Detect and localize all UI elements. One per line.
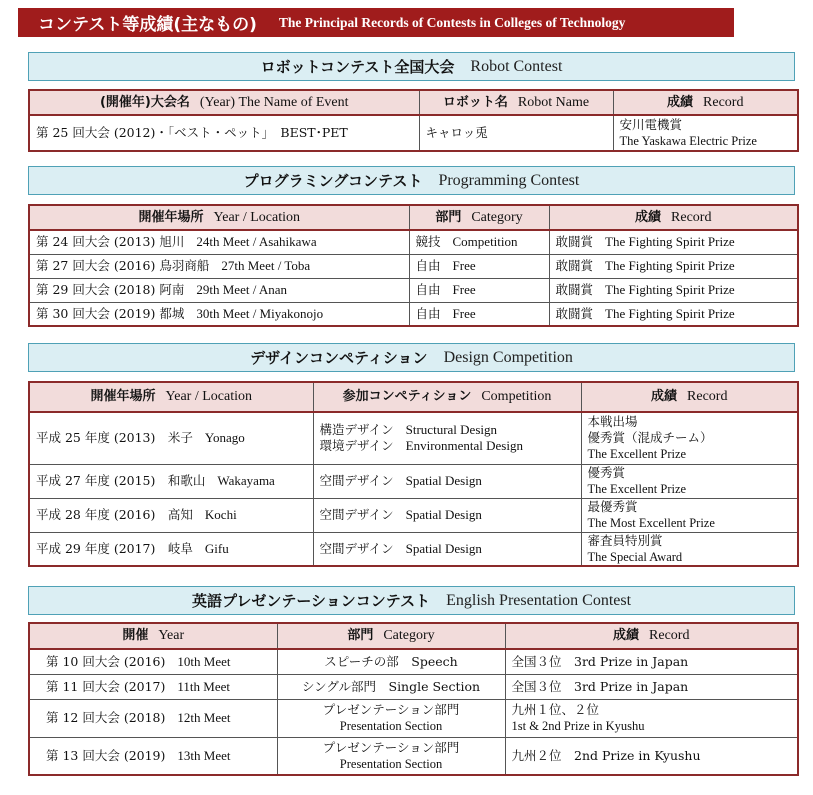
english-col-category: 部門 Category [277, 623, 505, 649]
banner-title-jp: コンテスト等成績(主なもの) [38, 15, 257, 35]
robot-title-jp: ロボットコンテスト全国大会 [260, 58, 455, 76]
table-row: 平成 25 年度 (2013) 米子 Yonago 構造デザイン Structural Design 環境デザイン Environmental Design 本戦出場 優秀賞（混成チーム） The Excellent Prize [29, 412, 798, 464]
robot-col-event: (開催年)大会名 (Year) The Name of Event [29, 90, 419, 115]
table-row [29, 115, 798, 151]
table-row: 平成 29 年度 (2017) 岐阜 Gifu 空間デザイン Spatial Design 審査員特別賞 The Special Award [29, 532, 798, 566]
table-row: 第 13 回大会 (2019) 13th Meet プレゼンテーション部門 Presentation Section 九州２位 2nd Prize in Kyushu [29, 737, 798, 775]
english-col-record: 成績 Record [505, 623, 798, 649]
record-cell: 安川電機賞 The Yaskawa Electric Prize [613, 115, 798, 151]
programming-header-row [29, 205, 798, 230]
programming-table [28, 204, 799, 327]
banner-title-en: The Principal Records of Contests in Colleges of Technology [278, 14, 626, 30]
programming-col-record: 成績 Record [549, 205, 798, 230]
robot-name-cell: キャロッ兎 [419, 115, 613, 151]
programming-title-jp: プログラミングコンテスト [243, 172, 423, 190]
design-col-competition: 参加コンペティション Competition [313, 382, 581, 412]
design-title-jp: デザインコンペティション [250, 349, 428, 367]
table-row: 第 11 回大会 (2017) 11th Meet シングル部門 Single Section 全国３位 3rd Prize in Japan [29, 674, 798, 699]
robot-title-en: Robot Contest [470, 57, 563, 75]
programming-section-header [28, 166, 795, 195]
event-cell: 第 25 回大会 (2012)・「ベスト・ペット」 BEST･PET [29, 115, 419, 151]
table-row: 第 29 回大会 (2018) 阿南 29th Meet / Anan 自由 Free 敢闘賞 The Fighting Spirit Prize [29, 278, 798, 302]
programming-col-category: 部門 Category [409, 205, 549, 230]
page-banner [18, 8, 734, 37]
robot-header-row [29, 90, 798, 115]
design-title-en: Design Competition [443, 348, 573, 366]
robot-col-record: 成績 Record [613, 90, 798, 115]
table-row: 平成 27 年度 (2015) 和歌山 Wakayama 空間デザイン Spatial Design 優秀賞 The Excellent Prize [29, 464, 798, 498]
design-col-year: 開催年場所 Year / Location [29, 382, 313, 412]
table-row: 平成 28 年度 (2016) 高知 Kochi 空間デザイン Spatial Design 最優秀賞 The Most Excellent Prize [29, 498, 798, 532]
english-col-year: 開催 Year [29, 623, 277, 649]
programming-title-en: Programming Contest [438, 171, 580, 189]
english-title-jp: 英語プレゼンテーションコンテスト [191, 592, 431, 610]
design-header-row [29, 382, 798, 412]
robot-table [28, 89, 799, 152]
table-row: 第 27 回大会 (2016) 鳥羽商船 27th Meet / Toba 自由 Free 敢闘賞 The Fighting Spirit Prize [29, 254, 798, 278]
robot-section-header [28, 52, 795, 81]
english-section-header [28, 586, 795, 615]
table-row: 第 24 回大会 (2013) 旭川 24th Meet / Asahikawa 競技 Competition 敢闘賞 The Fighting Spirit Prize [29, 230, 798, 254]
design-table [28, 381, 799, 567]
robot-col-name: ロボット名 Robot Name [419, 90, 613, 115]
programming-col-year: 開催年場所 Year / Location [29, 205, 409, 230]
design-section-header [28, 343, 795, 372]
table-row: 第 10 回大会 (2016) 10th Meet スピーチの部 Speech 全国３位 3rd Prize in Japan [29, 649, 798, 674]
english-header-row [29, 623, 798, 649]
table-row: 第 30 回大会 (2019) 都城 30th Meet / Miyakonojo 自由 Free 敢闘賞 The Fighting Spirit Prize [29, 302, 798, 326]
english-table [28, 622, 799, 776]
table-row: 第 12 回大会 (2018) 12th Meet プレゼンテーション部門 Presentation Section 九州１位、２位 1st & 2nd Prize in Kyushu [29, 699, 798, 737]
design-col-record: 成績 Record [581, 382, 798, 412]
english-title-en: English Presentation Contest [446, 591, 632, 609]
